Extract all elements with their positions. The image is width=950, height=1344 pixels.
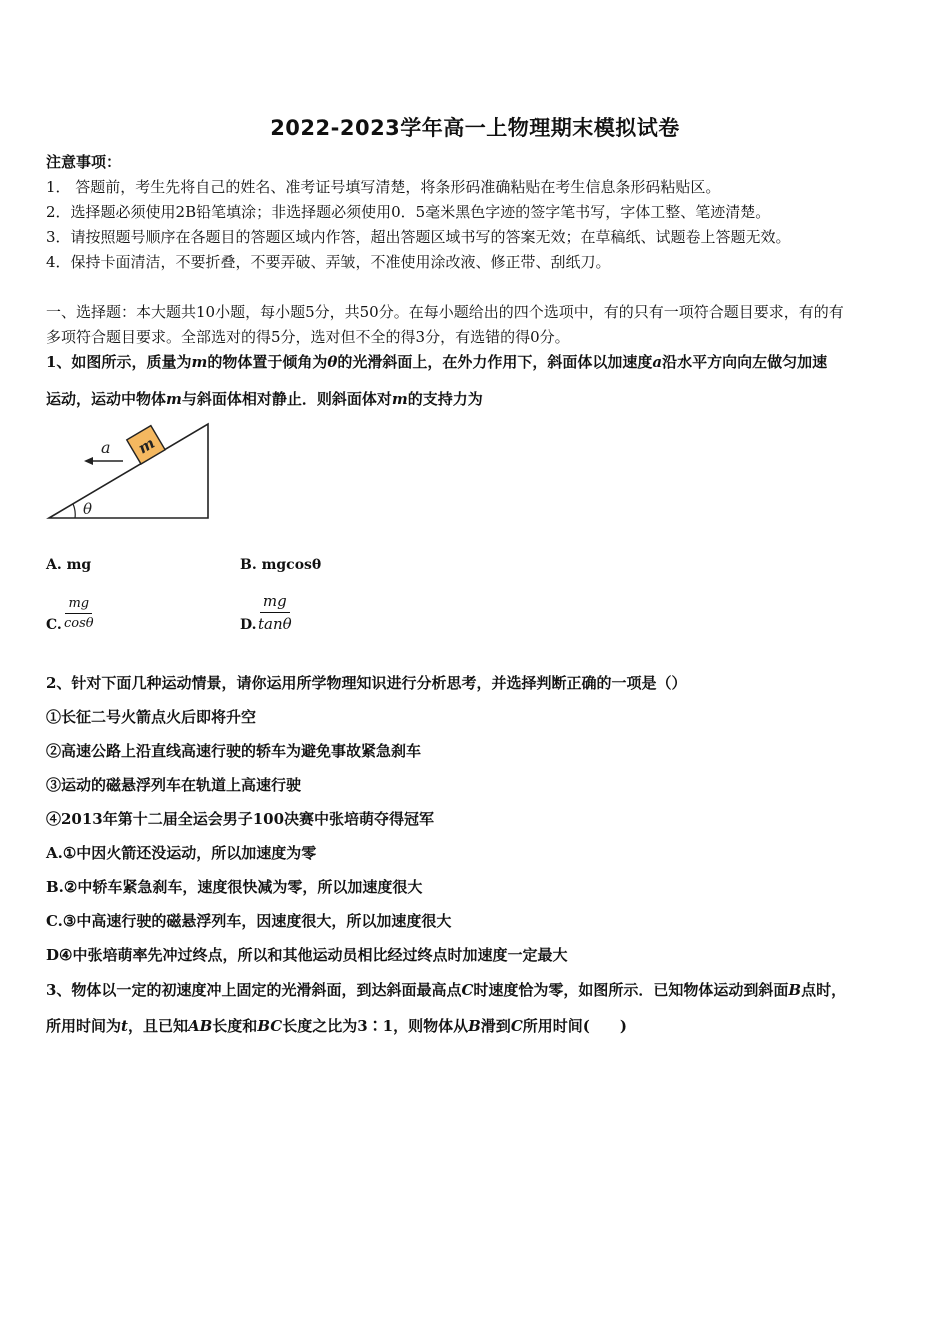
q3-stem-line1: 3、物体以一定的初速度冲上固定的光滑斜面，到达斜面最高点C时速度恰为零，如图所示．已知物体运动到斜面B点时， [46, 981, 847, 999]
q1-option-d-fraction: $\frac{mg}{\tan\theta}$ [258, 592, 292, 633]
q1-option-b: B. mgcosθ [240, 557, 322, 573]
notice-item-4: 4．保持卡面清洁，不要折叠，不要弄破、弄皱，不准使用涂改液、修正带、刮纸刀。 [46, 253, 611, 271]
incline-figure [40, 416, 220, 526]
q2-stem: 2、针对下面几种运动情景，请你运用所学物理知识进行分析思考，并选择判断正确的一项是（） [46, 674, 687, 692]
page-title: 2022-2023学年高一上物理期末模拟试卷 [270, 116, 680, 140]
section1-line1: 一、选择题：本大题共10小题，每小题5分，共50分。在每小题给出的四个选项中，有的只有一项符合题目要求，有的有 [46, 303, 844, 321]
q1-option-c-prefix: C. [46, 617, 62, 633]
accel-arrow-head [84, 457, 93, 465]
q2-scenario-3: ③运动的磁悬浮列车在轨道上高速行驶 [46, 776, 302, 794]
q2-scenario-1: ①长征二号火箭点火后即将升空 [46, 708, 257, 726]
q2-option-c: C.③中高速行驶的磁悬浮列车，因速度很大，所以加速度很大 [46, 912, 452, 930]
accel-label: a [101, 438, 111, 457]
section1-line2: 多项符合题目要求。全部选对的得5分，选对但不全的得3分，有选错的得0分。 [46, 328, 570, 346]
q2-option-a: A.①中因火箭还没运动，所以加速度为零 [46, 844, 317, 862]
q1-option-d-prefix: D. [240, 617, 257, 633]
q3-stem-line2: 所用时间为t，且已知AB长度和BC长度之比为3∶1，则物体从B滑到C所用时间( ) [46, 1017, 627, 1035]
notice-item-1: 1． 答题前，考生先将自己的姓名、准考证号填写清楚，将条形码准确粘贴在考生信息条形码粘贴区。 [46, 178, 721, 196]
q2-scenario-2: ②高速公路上沿直线高速行驶的轿车为避免事故紧急刹车 [46, 742, 422, 760]
notice-item-2: 2．选择题必须使用2B铅笔填涂；非选择题必须使用0．5毫米黑色字迹的签字笔书写，字体工整、笔迹清楚。 [46, 203, 771, 221]
angle-label: θ [83, 500, 93, 518]
q2-scenario-4: ④2013年第十二届全运会男子100决赛中张培萌夺得冠军 [46, 810, 435, 828]
q1-stem-line2: 运动，运动中物体m与斜面体相对静止．则斜面体对m的支持力为 [46, 390, 483, 408]
mass-block [127, 426, 165, 464]
q1-option-a: A. mg [46, 557, 92, 573]
mass-label: m [135, 433, 158, 458]
q2-option-b: B.②中轿车紧急刹车，速度很快减为零，所以加速度很大 [46, 878, 423, 896]
q2-option-d: D④中张培萌率先冲过终点，所以和其他运动员相比经过终点时加速度一定最大 [46, 946, 568, 964]
q1-stem-line1: 1、如图所示，质量为m的物体置于倾角为θ的光滑斜面上，在外力作用下，斜面体以加速度a沿水平方向向左做匀加速 [46, 353, 828, 371]
notice-heading: 注意事项： [46, 153, 122, 171]
notice-item-3: 3．请按照题号顺序在各题目的答题区域内作答，超出答题区域书写的答案无效；在草稿纸、试题卷上答题无效。 [46, 228, 791, 246]
angle-arc [73, 504, 75, 518]
q1-option-c-fraction: $\frac{mg}{\cos\theta}$ [64, 596, 94, 631]
